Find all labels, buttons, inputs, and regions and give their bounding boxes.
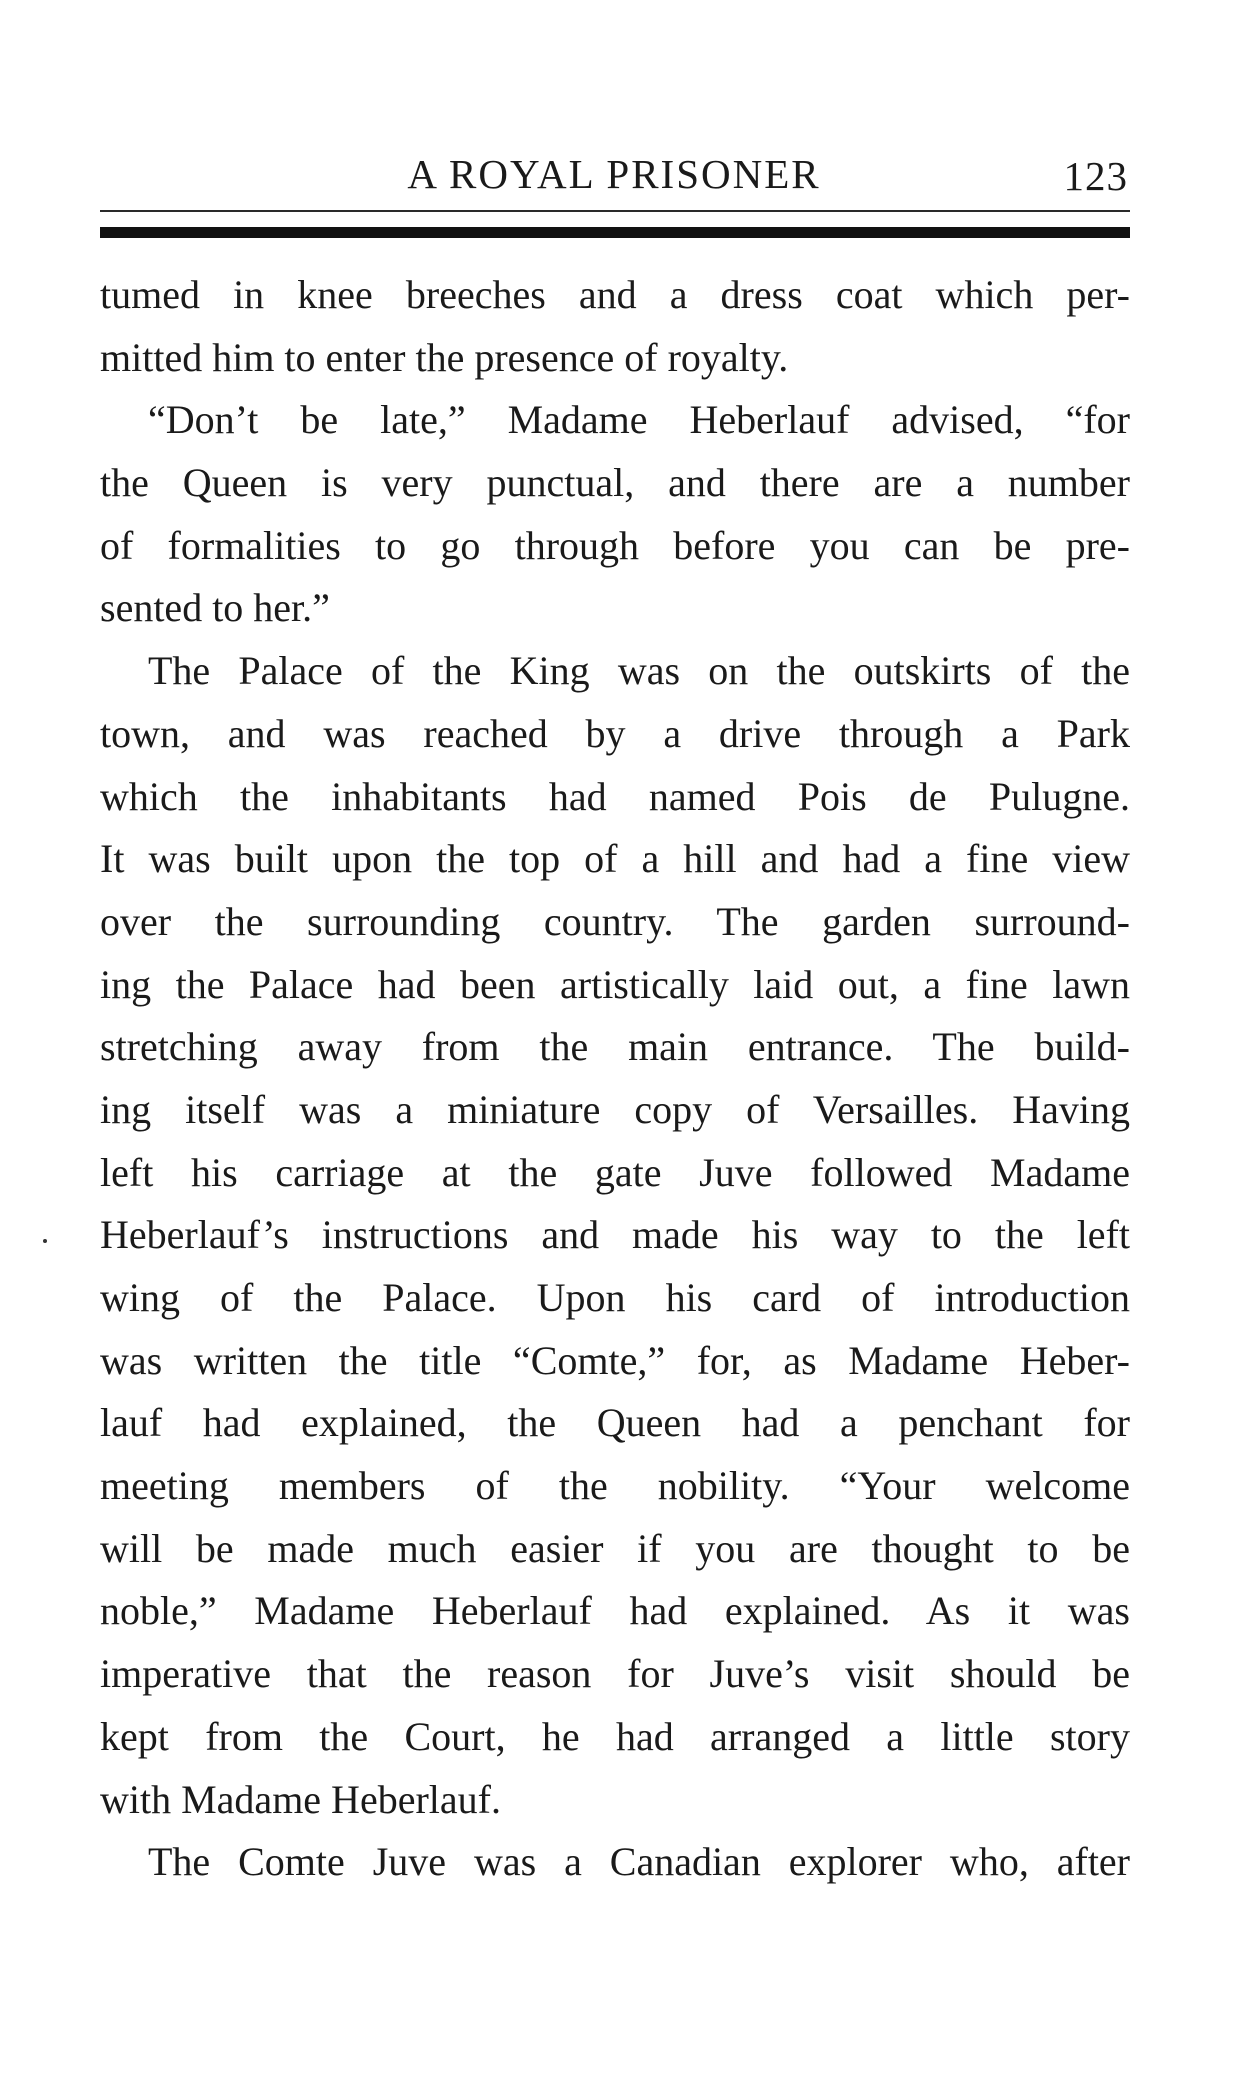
text-line: tumed in knee breeches and a dress coat which per- bbox=[100, 272, 1130, 317]
text-line: which the inhabitants had named Pois de Pulugne. bbox=[100, 773, 1130, 819]
text-line: meeting members of the nobility. “Your welcome bbox=[100, 1463, 1130, 1509]
running-head bbox=[100, 148, 1128, 200]
text-line: the Queen is very punctual, and there are a number bbox=[100, 460, 1130, 506]
text-line: left his carriage at the gate Juve followed Madame bbox=[100, 1149, 1130, 1195]
ink-speck bbox=[43, 1239, 47, 1243]
text-line: mitted him to enter the presence of royalty. bbox=[100, 334, 789, 380]
text-line: over the surrounding country. The garden surround- bbox=[100, 898, 1130, 944]
text-line: noble,” Madame Heberlauf had explained. As it was bbox=[100, 1588, 1130, 1634]
text-line: It was built upon the top of a hill and had a fine view bbox=[100, 836, 1130, 882]
text-line: The Comte Juve was a Canadian explorer who, after bbox=[148, 1839, 1130, 1885]
text-line: town, and was reached by a drive through a Park bbox=[100, 710, 1130, 756]
text-line: “Don’t be late,” Madame Heberlauf advised, “for bbox=[148, 397, 1130, 443]
text-line: ing itself was a miniature copy of Versailles. Having bbox=[100, 1086, 1130, 1132]
text-line: kept from the Court, he had arranged a little story bbox=[100, 1713, 1130, 1759]
text-line: wing of the Palace. Upon his card of introduction bbox=[100, 1275, 1130, 1320]
text-line: of formalities to go through before you can be pre- bbox=[100, 522, 1130, 568]
text-line: Heberlauf’s instructions and made his way to the left bbox=[100, 1212, 1130, 1258]
text-line: with Madame Heberlauf. bbox=[100, 1776, 501, 1822]
text-line: imperative that the reason for Juve’s visit should be bbox=[100, 1651, 1130, 1697]
header-rule-thin bbox=[100, 210, 1130, 212]
text-line: stretching away from the main entrance. The build- bbox=[100, 1024, 1130, 1070]
text-line: will be made much easier if you are thought to be bbox=[100, 1525, 1130, 1571]
text-line: sented to her.” bbox=[100, 585, 330, 631]
text-line: The Palace of the King was on the outskirts of the bbox=[148, 648, 1130, 694]
running-title: A ROYAL PRISONER bbox=[407, 151, 821, 197]
header-rule-thick bbox=[100, 227, 1130, 238]
text-line: ing the Palace had been artistically laid out, a fine lawn bbox=[100, 961, 1130, 1007]
text-line: lauf had explained, the Queen had a penchant for bbox=[100, 1400, 1130, 1446]
text-line: was written the title “Comte,” for, as Madame Heber- bbox=[100, 1337, 1130, 1383]
page-number: 123 bbox=[1063, 153, 1128, 199]
body-text bbox=[100, 264, 1130, 1894]
